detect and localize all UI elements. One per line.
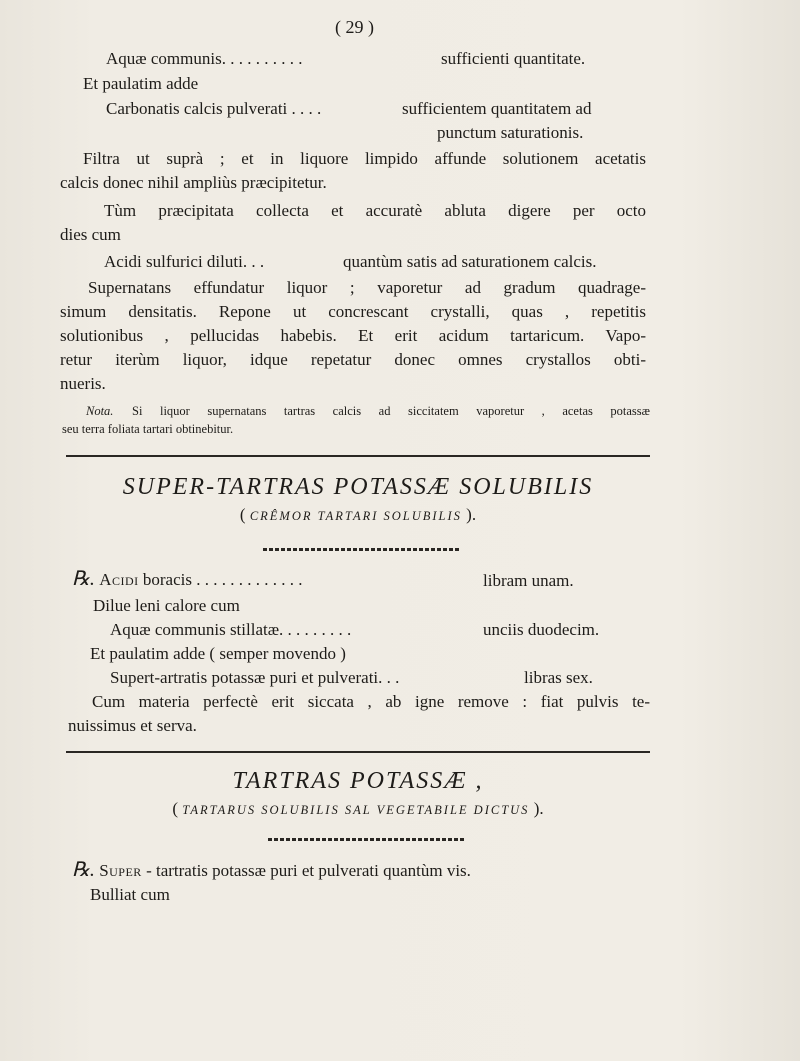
section1-et-paulatim: Et paulatim adde ( semper movendo ) [90, 644, 346, 663]
paragraph-filtra-2: calcis donec nihil ampliùs præcipitetur. [60, 173, 327, 192]
line-aquae-left: Aquæ communis. . . . . . . . . . [106, 49, 303, 68]
line-carbonatis-right: sufficientem quantitatem ad [402, 99, 592, 118]
section1-cum-materia-1: Cum materia perfectè erit siccata , ab igne remove : fiat pulvis te- [92, 692, 650, 711]
divider-rule-1 [66, 455, 650, 457]
section1-title: SUPER-TARTRAS POTASSÆ SOLUBILIS [122, 474, 594, 500]
page-number: ( 29 ) [335, 17, 374, 37]
section2-super-text: - tartratis potassæ puri et pulverati quantùm vis. [146, 861, 471, 880]
paragraph-supernatans-5: nueris. [60, 374, 106, 393]
section2-subtitle-close: ). [533, 799, 544, 818]
section1-subtitle-open: ( [239, 505, 246, 524]
section1-supert-right: libras sex. [524, 668, 593, 687]
section2-bulliat: Bulliat cum [90, 885, 170, 904]
section2-subtitle: TARTARUS SOLUBILIS SAL VEGETABILE DICTUS [182, 803, 530, 817]
section2-rx [72, 859, 471, 882]
divider-rule-2 [66, 751, 650, 753]
line-carbonatis-left: Carbonatis calcis pulverati . . . . [106, 99, 322, 118]
line-aquae-right: sufficienti quantitate. [441, 49, 586, 68]
nota-line-2: seu terra foliata tartari obtinebitur. [62, 422, 234, 436]
section1-acidi-sc: Acidi [99, 570, 139, 589]
paragraph-filtra-1: Filtra ut suprà ; et in liquore limpido affunde solutionem acetatis [83, 149, 646, 168]
section2-title: TARTRAS POTASSÆ , [232, 768, 484, 794]
section1-cum-materia-2: nuissimus et serva. [68, 716, 197, 735]
section2-subtitle-open: ( [172, 799, 179, 818]
section1-subtitle-wrap [66, 505, 650, 525]
section1-aquae-right: unciis duodecim. [483, 620, 600, 639]
paragraph-tum-1: Tùm præcipitata collecta et accuratè abluta digere per octo [104, 201, 646, 220]
section1-subtitle: CRÊMOR TARTARI SOLUBILIS [249, 509, 462, 523]
paragraph-tum-2: dies cum [60, 225, 121, 244]
line-acidi-left: Acidi sulfurici diluti. . . [104, 252, 265, 271]
recipe-symbol-2: ℞. [72, 859, 95, 881]
paragraph-supernatans-4: retur iterùm liquor, idque repetatur donec omnes crystallos obti- [60, 350, 646, 369]
nota-line-1: Si liquor supernatans tartras calcis ad siccitatem vaporetur , acetas potassæ [132, 404, 650, 418]
paragraph-supernatans-3: solutionibus , pellucidas habebis. Et erit acidum tartaricum. Vapo- [60, 326, 646, 345]
line-acidi-right: quantùm satis ad saturationem calcis. [343, 252, 597, 271]
line-punctum: punctum saturationis. [437, 123, 584, 142]
section1-ornament [263, 548, 459, 551]
section1-acidi-left: boracis . . . . . . . . . . . . . [142, 570, 303, 589]
section1-subtitle-close: ). [466, 505, 477, 524]
recipe-symbol: ℞. [72, 568, 95, 590]
paragraph-supernatans-2: simum densitatis. Repone ut concrescant crystalli, quas , repetitis [60, 302, 646, 321]
section2-super-sc: Super [99, 861, 142, 880]
line-et-paulatim: Et paulatim adde [83, 74, 199, 93]
paragraph-supernatans-1: Supernatans effundatur liquor ; vaporetur ad gradum quadrage- [88, 278, 646, 297]
section1-dilue: Dilue leni calore cum [93, 596, 240, 615]
section1-acidi-right: libram unam. [483, 571, 574, 590]
section1-aquae-left: Aquæ communis stillatæ. . . . . . . . . [110, 620, 352, 639]
nota-label: Nota. [86, 404, 114, 418]
section1-supert-left: Supert-artratis potassæ puri et pulverati. . . [110, 668, 400, 687]
section2-ornament [268, 838, 464, 841]
section1-rx [72, 568, 302, 591]
section2-subtitle-wrap [66, 799, 650, 819]
